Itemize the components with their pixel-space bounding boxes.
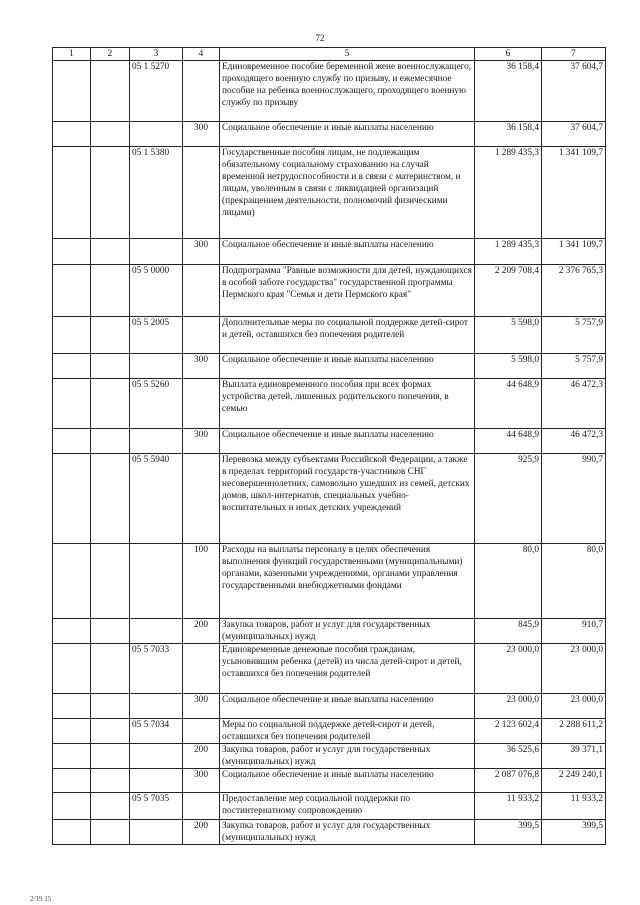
item-name: Закупка товаров, работ и услуг для государственных (муниципальных) нужд <box>220 619 475 644</box>
classification-code <box>130 544 183 619</box>
column-header-row <box>53 48 606 61</box>
item-name: Перевозка между субъектами Российской Федерации, а также в пределах территорий государств-участников СНГ несовершеннолетних, самовольно ушедших из семей, детских домов, школ-интернатов, специальных учебно-воспитательных и иных детских учреждений <box>220 454 475 544</box>
expense-type-code <box>183 379 220 429</box>
item-name: Государственные пособия лицам, не подлежащим обязательному социальному страхованию на случай временной нетрудоспособности и в связи с материнством, и лицам, уволенным в связи с ликвидацией организаций (прекращением деятельности, полномочий физическими лицами) <box>220 147 475 239</box>
table-row <box>53 122 606 147</box>
amount-col6: 2 087 076,8 <box>475 769 542 793</box>
footer-mark: 2/19 15 <box>30 895 52 903</box>
expense-type-code <box>183 61 220 122</box>
expense-type-code: 200 <box>183 820 220 845</box>
amount-col7: 1 341 109,7 <box>542 239 606 265</box>
amount-col7: 910,7 <box>542 619 606 644</box>
table-row <box>53 719 606 744</box>
item-name: Меры по социальной поддержке детей-сирот и детей, оставшихся без попечения родителей <box>220 719 475 744</box>
amount-col7: 11 933,2 <box>542 793 606 820</box>
amount-col7: 2 376 765,3 <box>542 265 606 317</box>
table-row <box>53 147 606 239</box>
table-row <box>53 769 606 793</box>
amount-col6: 23 000,0 <box>475 644 542 694</box>
classification-code <box>130 820 183 845</box>
cell-col2 <box>91 265 130 317</box>
item-name: Выплата единовременного пособия при всех формах устройства детей, лишенных родительского попечения, в семью <box>220 379 475 429</box>
cell-col2 <box>91 793 130 820</box>
classification-code <box>130 354 183 379</box>
amount-col7: 23 000,0 <box>542 694 606 719</box>
cell-col2 <box>91 694 130 719</box>
cell-col2 <box>91 122 130 147</box>
expense-type-code: 300 <box>183 694 220 719</box>
cell-col2 <box>91 820 130 845</box>
expense-type-code <box>183 265 220 317</box>
classification-code <box>130 122 183 147</box>
item-name: Единовременное пособие беременной жене военнослужащего, проходящего военную службу по призыву, и ежемесячное пособие на ребенка военнослужащего, проходящего военную службу по призыву <box>220 61 475 122</box>
table-row <box>53 379 606 429</box>
cell-col1 <box>53 429 91 454</box>
classification-code: 05 5 7034 <box>130 719 183 744</box>
classification-code <box>130 769 183 793</box>
cell-col1 <box>53 122 91 147</box>
expense-type-code: 200 <box>183 619 220 644</box>
amount-col7: 46 472,3 <box>542 379 606 429</box>
column-header: 7 <box>542 48 606 61</box>
amount-col7: 37 604,7 <box>542 122 606 147</box>
item-name: Подпрограмма "Равные возможности для детей, нуждающихся в особой заботе государства" государственной программы Пермского края "Семья и дети Пермского края" <box>220 265 475 317</box>
item-name: Социальное обеспечение и иные выплаты населению <box>220 239 475 265</box>
cell-col1 <box>53 379 91 429</box>
amount-col6: 23 000,0 <box>475 694 542 719</box>
cell-col1 <box>53 744 91 769</box>
classification-code <box>130 429 183 454</box>
item-name: Закупка товаров, работ и услуг для государственных (муниципальных) нужд <box>220 744 475 769</box>
cell-col2 <box>91 317 130 354</box>
table-row <box>53 744 606 769</box>
cell-col2 <box>91 147 130 239</box>
cell-col1 <box>53 265 91 317</box>
amount-col7: 5 757,9 <box>542 317 606 354</box>
cell-col1 <box>53 793 91 820</box>
classification-code: 05 5 2005 <box>130 317 183 354</box>
expense-type-code <box>183 454 220 544</box>
column-header: 2 <box>91 48 130 61</box>
amount-col6: 399,5 <box>475 820 542 845</box>
expense-type-code <box>183 793 220 820</box>
cell-col1 <box>53 769 91 793</box>
amount-col6: 2 209 708,4 <box>475 265 542 317</box>
amount-col6: 1 289 435,3 <box>475 147 542 239</box>
cell-col2 <box>91 429 130 454</box>
column-header: 6 <box>475 48 542 61</box>
amount-col6: 5 598,0 <box>475 317 542 354</box>
amount-col6: 44 648,9 <box>475 429 542 454</box>
amount-col6: 36 158,4 <box>475 122 542 147</box>
table-row <box>53 544 606 619</box>
item-name: Расходы на выплаты персоналу в целях обеспечения выполнения функций государственными (муниципальными) органами, казенными учреждениями, органами управления государственными внебюджетными фондами <box>220 544 475 619</box>
cell-col1 <box>53 820 91 845</box>
classification-code <box>130 239 183 265</box>
table-row <box>53 429 606 454</box>
cell-col2 <box>91 354 130 379</box>
budget-table <box>52 47 606 845</box>
cell-col1 <box>53 719 91 744</box>
item-name: Социальное обеспечение и иные выплаты населению <box>220 122 475 147</box>
amount-col6: 80,0 <box>475 544 542 619</box>
amount-col7: 2 288 611,2 <box>542 719 606 744</box>
amount-col6: 11 933,2 <box>475 793 542 820</box>
table-row <box>53 820 606 845</box>
cell-col2 <box>91 544 130 619</box>
cell-col2 <box>91 769 130 793</box>
classification-code <box>130 744 183 769</box>
amount-col7: 80,0 <box>542 544 606 619</box>
amount-col6: 36 525,6 <box>475 744 542 769</box>
expense-type-code <box>183 317 220 354</box>
classification-code: 05 1 5380 <box>130 147 183 239</box>
cell-col1 <box>53 644 91 694</box>
cell-col2 <box>91 744 130 769</box>
cell-col1 <box>53 147 91 239</box>
amount-col7: 399,5 <box>542 820 606 845</box>
cell-col1 <box>53 61 91 122</box>
item-name: Социальное обеспечение и иные выплаты населению <box>220 354 475 379</box>
table-row <box>53 61 606 122</box>
table-row <box>53 239 606 265</box>
amount-col7: 46 472,3 <box>542 429 606 454</box>
amount-col6: 1 289 435,3 <box>475 239 542 265</box>
cell-col1 <box>53 239 91 265</box>
table-row <box>53 317 606 354</box>
page-number: 72 <box>315 33 325 43</box>
table-row <box>53 619 606 644</box>
classification-code <box>130 694 183 719</box>
classification-code: 05 5 7035 <box>130 793 183 820</box>
expense-type-code: 300 <box>183 769 220 793</box>
amount-col7: 39 371,1 <box>542 744 606 769</box>
table-row <box>53 694 606 719</box>
cell-col2 <box>91 644 130 694</box>
cell-col2 <box>91 239 130 265</box>
expense-type-code: 300 <box>183 354 220 379</box>
column-header: 4 <box>183 48 220 61</box>
item-name: Социальное обеспечение и иные выплаты населению <box>220 429 475 454</box>
amount-col6: 2 123 602,4 <box>475 719 542 744</box>
item-name: Предоставление мер социальной поддержки по постинтернатному сопровождению <box>220 793 475 820</box>
amount-col7: 2 249 240,1 <box>542 769 606 793</box>
cell-col2 <box>91 719 130 744</box>
classification-code <box>130 619 183 644</box>
amount-col6: 36 158,4 <box>475 61 542 122</box>
cell-col1 <box>53 317 91 354</box>
table-row <box>53 354 606 379</box>
amount-col6: 44 648,9 <box>475 379 542 429</box>
amount-col6: 5 598,0 <box>475 354 542 379</box>
cell-col1 <box>53 454 91 544</box>
classification-code: 05 1 5270 <box>130 61 183 122</box>
amount-col7: 37 604,7 <box>542 61 606 122</box>
expense-type-code <box>183 719 220 744</box>
item-name: Дополнительные меры по социальной поддержке детей-сирот и детей, оставшихся без попечения родителей <box>220 317 475 354</box>
expense-type-code: 300 <box>183 239 220 265</box>
amount-col6: 925,9 <box>475 454 542 544</box>
expense-type-code: 100 <box>183 544 220 619</box>
expense-type-code <box>183 147 220 239</box>
table-row <box>53 793 606 820</box>
cell-col1 <box>53 544 91 619</box>
classification-code: 05 5 5260 <box>130 379 183 429</box>
item-name: Социальное обеспечение и иные выплаты населению <box>220 694 475 719</box>
expense-type-code: 200 <box>183 744 220 769</box>
expense-type-code <box>183 644 220 694</box>
item-name: Единовременные денежные пособия гражданам, усыновившим ребенка (детей) из числа детей-сирот и детей, оставшихся без попечения родителей <box>220 644 475 694</box>
table-row <box>53 454 606 544</box>
table-row <box>53 644 606 694</box>
column-header: 5 <box>220 48 475 61</box>
cell-col2 <box>91 619 130 644</box>
expense-type-code: 300 <box>183 122 220 147</box>
item-name: Закупка товаров, работ и услуг для государственных (муниципальных) нужд <box>220 820 475 845</box>
table-row <box>53 265 606 317</box>
item-name: Социальное обеспечение и иные выплаты населению <box>220 769 475 793</box>
cell-col1 <box>53 619 91 644</box>
amount-col7: 1 341 109,7 <box>542 147 606 239</box>
cell-col1 <box>53 354 91 379</box>
cell-col2 <box>91 61 130 122</box>
column-header: 1 <box>53 48 91 61</box>
cell-col2 <box>91 454 130 544</box>
amount-col7: 5 757,9 <box>542 354 606 379</box>
expense-type-code: 300 <box>183 429 220 454</box>
classification-code: 05 5 7033 <box>130 644 183 694</box>
amount-col7: 990,7 <box>542 454 606 544</box>
classification-code: 05 5 0000 <box>130 265 183 317</box>
cell-col2 <box>91 379 130 429</box>
amount-col7: 23 000,0 <box>542 644 606 694</box>
cell-col1 <box>53 694 91 719</box>
classification-code: 05 5 5940 <box>130 454 183 544</box>
column-header: 3 <box>130 48 183 61</box>
amount-col6: 845,9 <box>475 619 542 644</box>
